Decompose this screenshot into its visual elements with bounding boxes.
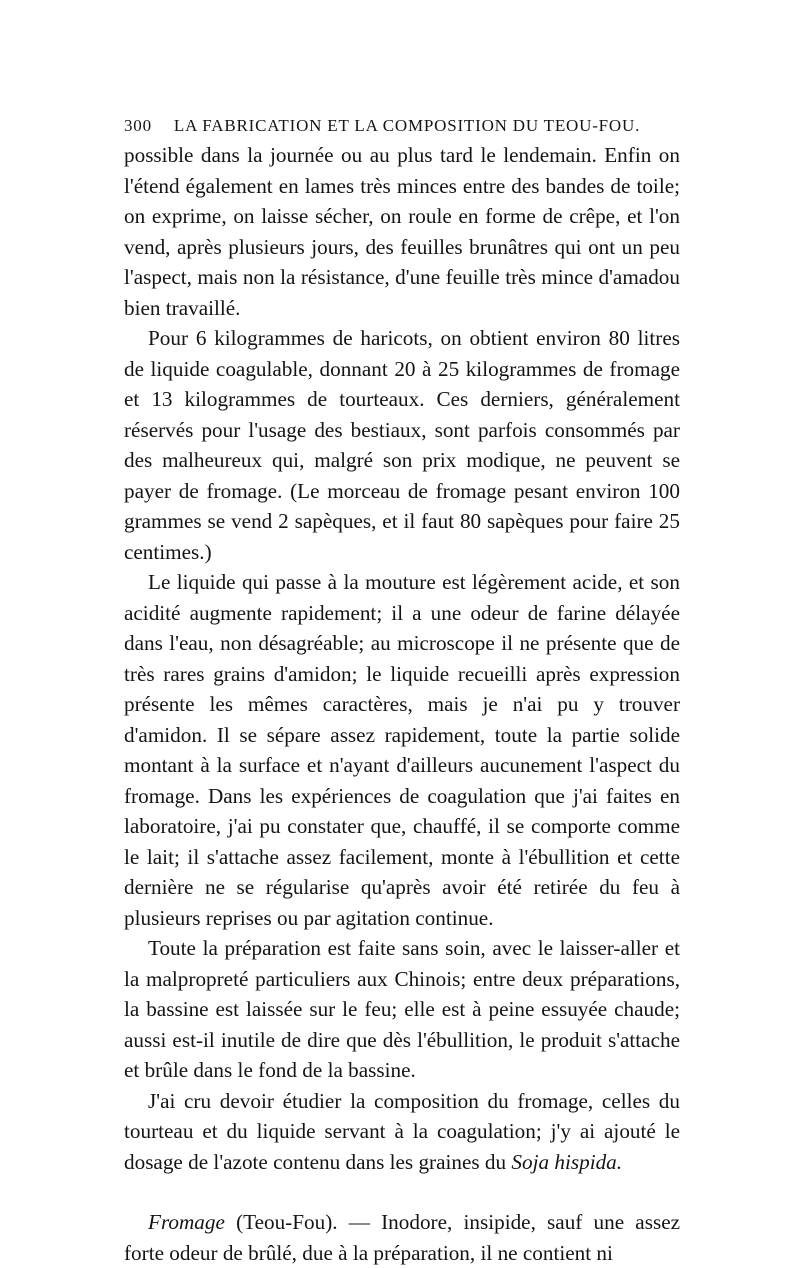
running-head	[124, 112, 680, 140]
book-page	[124, 112, 680, 1268]
species-name: Soja hispida.	[511, 1149, 623, 1174]
running-title: LA FABRICATION ET LA COMPOSITION DU TEOU-FOU.	[173, 116, 641, 135]
body-text	[124, 140, 680, 1268]
paragraph-5-text: J'ai cru devoir étudier la composition du fromage, celles du tourteau et du liquide servant à la coagulation; j'y ai ajouté le dosage de l'azote contenu dans les graines du	[124, 1088, 680, 1174]
paragraph-5	[124, 1086, 680, 1178]
paragraph-2: Pour 6 kilogrammes de haricots, on obtient environ 80 litres de liquide coagulable, donnant 20 à 25 kilogrammes de fromage et 13 kilogrammes de tourteaux. Ces derniers, généralement réservés pour l'usage des bestiaux, sont parfois consommés par des malheureux qui, malgré son prix modique, ne peuvent se payer de fromage. (Le morceau de fromage pesant environ 100 grammes se vend 2 sapèques, et il faut 80 sapèques pour faire 25 centimes.)	[124, 326, 680, 564]
paragraph-3: Le liquide qui passe à la mouture est légèrement acide, et son acidité augmente rapidement; il a une odeur de farine délayée dans l'eau, non désagréable; au microscope il ne présente que de très rares grains d'amidon; le liquide recueilli après expression présente les mêmes caractères, mais je n'ai pu y trouver d'amidon. Il se sépare assez rapidement, toute la partie solide montant à la surface et n'ayant d'ailleurs aucunement l'aspect du fromage. Dans les expériences de coagulation que j'ai faites en laboratoire, j'ai pu constater que, chauffé, il se comporte comme le lait; il s'attache assez facilement, monte à l'ébullition et cette dernière ne se régularise qu'après avoir été retirée du feu à plusieurs reprises ou par agitation continue.	[124, 570, 680, 930]
paragraph-1: possible dans la journée ou au plus tard le lendemain. Enfin on l'étend également en lames très minces entre des bandes de toile; on exprime, on laisse sécher, on roule en forme de crêpe, et l'on vend, après plusieurs jours, des feuilles brunâtres qui ont un peu l'aspect, mais non la résistance, d'une feuille très mince d'amadou bien travaillé.	[124, 143, 680, 320]
page-number: 300	[124, 116, 152, 135]
paragraph-6-text: (Teou-Fou). — Inodore, insipide, sauf une assez forte odeur de brûlé, due à la préparation, il ne contient ni	[124, 1210, 681, 1265]
paragraph-6	[124, 1207, 680, 1268]
paragraph-4: Toute la préparation est faite sans soin, avec le laisser-aller et la malpropreté particuliers aux Chinois; entre deux préparations, la bassine est laissée sur le feu; elle est à peine essuyée chaude; aussi est-il inutile de dire que dès l'ébullition, le produit s'attache et brûle dans le fond de la bassine.	[124, 936, 680, 1082]
section-heading-fromage: Fromage	[148, 1210, 225, 1234]
